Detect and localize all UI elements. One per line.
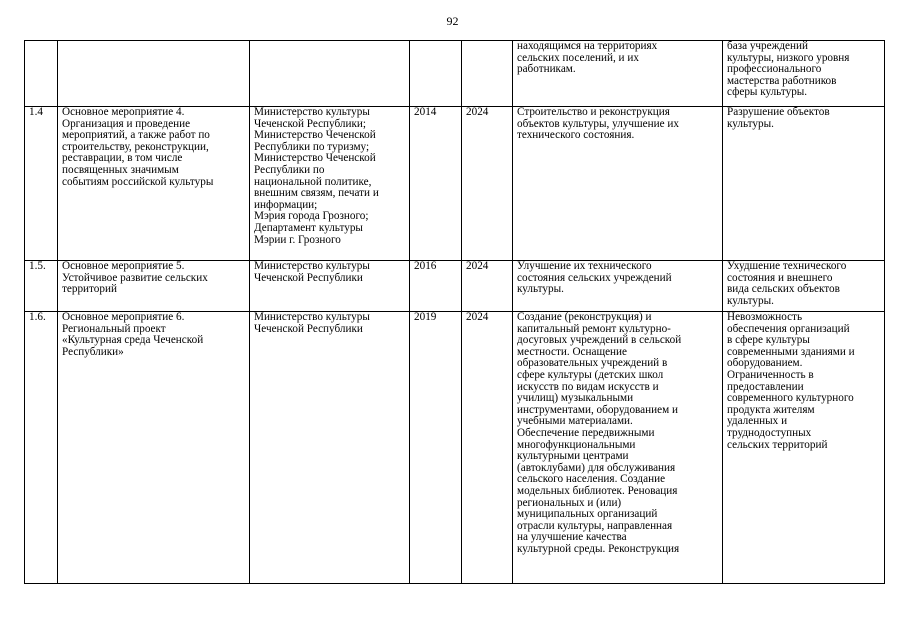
- text-line: сельских территорий: [727, 438, 828, 451]
- text-line: состояния сельских учреждений: [517, 271, 672, 284]
- text-line: Ограниченность в: [727, 368, 814, 381]
- text-line: Обеспечение передвижными: [517, 426, 655, 439]
- text-line: «Культурная среда Чеченской: [62, 334, 204, 347]
- page-number: 92: [446, 14, 459, 28]
- text-line: внешним связям, печати и: [254, 187, 379, 200]
- measures-table: [24, 40, 885, 584]
- text-line: труднодоступных: [727, 426, 812, 439]
- text-line: предоставлении: [727, 380, 804, 393]
- text-line: (автоклубами) для обслуживания: [517, 461, 676, 474]
- cell-executor: [250, 261, 410, 312]
- text-line: досуговых учреждений в сельской: [517, 334, 682, 347]
- text-line: база учреждений: [727, 40, 808, 52]
- text-line: отрасли культуры, направленная: [517, 519, 673, 532]
- text-line: культуры, низкого уровня: [727, 51, 850, 64]
- text-line: Основное мероприятие 4.: [62, 106, 185, 118]
- cell-start-year: 2019: [410, 312, 462, 584]
- text-line: Республики по: [254, 163, 325, 176]
- text-line: Улучшение их технического: [517, 260, 652, 272]
- text-line: территорий: [62, 283, 117, 296]
- text-line: объектов культуры, улучшение их: [517, 117, 679, 130]
- text-line: Основное мероприятие 6.: [62, 311, 185, 323]
- text-line: многофункциональными: [517, 438, 636, 451]
- text-line: Министерство культуры: [254, 260, 370, 272]
- text-line: Ухудшение технического: [727, 260, 847, 272]
- text-line: культуры.: [727, 294, 774, 307]
- text-line: мастерства работников: [727, 74, 837, 87]
- text-line: Мэрии г. Грозного: [254, 233, 341, 246]
- cell-executor: [250, 107, 410, 261]
- text-line: сельского населения. Создание: [517, 473, 666, 486]
- cell-consequence: [723, 41, 885, 107]
- cell-consequence: [723, 107, 885, 261]
- table-row-1-4: [25, 107, 885, 261]
- cell-measure-name: [58, 312, 250, 584]
- text-line: Республики по туризму;: [254, 140, 370, 153]
- text-line: муниципальных организаций: [517, 508, 658, 521]
- cell-expected-result: [513, 107, 723, 261]
- text-line: Министерство культуры: [254, 311, 370, 323]
- cell-measure-name: [58, 41, 250, 107]
- text-line: удаленных и: [727, 415, 788, 428]
- cell-end-year: 2024: [462, 261, 513, 312]
- text-line: культурными центрами: [517, 450, 629, 463]
- text-line: профессионального: [727, 63, 822, 76]
- table-row-continuation: [25, 41, 885, 107]
- text-line: Региональный проект: [62, 322, 166, 335]
- text-line: национальной политике,: [254, 175, 372, 188]
- text-line: событиям российской культуры: [62, 175, 214, 188]
- cell-expected-result: [513, 41, 723, 107]
- text-line: посвященных значимым: [62, 163, 179, 176]
- text-line: образовательных учреждений в: [517, 357, 668, 370]
- text-line: современного культурного: [727, 392, 854, 405]
- text-line: культуры.: [727, 117, 774, 130]
- text-line: училищ) музыкальными: [517, 392, 634, 405]
- cell-executor: [250, 41, 410, 107]
- text-line: Министерство культуры: [254, 106, 370, 118]
- text-line: обеспечения организаций: [727, 322, 850, 335]
- text-line: современными зданиями и: [727, 345, 855, 358]
- cell-start-year: 2016: [410, 261, 462, 312]
- table-row-1-5: [25, 261, 885, 312]
- text-line: продукта жителям: [727, 403, 815, 416]
- text-line: Создание (реконструкция) и: [517, 311, 652, 323]
- cell-executor: [250, 312, 410, 584]
- text-line: сферы культуры.: [727, 86, 808, 99]
- text-line: информации;: [254, 198, 318, 211]
- text-line: искусств по видам искусств и: [517, 380, 659, 393]
- text-line: Чеченской Республики;: [254, 117, 366, 130]
- text-line: Департамент культуры: [254, 221, 363, 234]
- cell-number: 1.5.: [25, 261, 58, 312]
- cell-consequence: [723, 312, 885, 584]
- text-line: капитальный ремонт культурно-: [517, 322, 671, 335]
- text-line: оборудованием.: [727, 357, 803, 370]
- cell-number: 1.4: [25, 107, 58, 261]
- text-line: находящимся на территориях: [517, 40, 658, 52]
- text-line: сельских поселений, и их: [517, 51, 639, 64]
- text-line: Министерство Чеченской: [254, 152, 376, 165]
- text-line: Чеченской Республики: [254, 271, 363, 284]
- text-line: реставрации, в том числе: [62, 152, 183, 165]
- text-line: Министерство Чеченской: [254, 129, 376, 142]
- cell-measure-name: [58, 261, 250, 312]
- table-row-1-6: [25, 312, 885, 584]
- text-line: сфере культуры (детских школ: [517, 368, 664, 381]
- cell-number: [25, 41, 58, 107]
- text-line: на улучшение качества: [517, 531, 627, 544]
- text-line: учебными материалами.: [517, 415, 633, 428]
- cell-end-year: 2024: [462, 312, 513, 584]
- cell-start-year: [410, 41, 462, 107]
- text-line: работникам.: [517, 63, 576, 76]
- text-line: региональных и (или): [517, 496, 622, 509]
- cell-expected-result: [513, 261, 723, 312]
- text-line: Республики»: [62, 345, 124, 358]
- text-line: Основное мероприятие 5.: [62, 260, 185, 272]
- text-line: Организация и проведение: [62, 117, 191, 130]
- text-line: состояния и внешнего: [727, 271, 833, 284]
- text-line: технического состояния.: [517, 129, 635, 142]
- text-line: Чеченской Республики: [254, 322, 363, 335]
- cell-number: 1.6.: [25, 312, 58, 584]
- text-line: культурной среды. Реконструкция: [517, 542, 680, 555]
- text-line: мероприятий, а также работ по: [62, 129, 210, 142]
- text-line: в сфере культуры: [727, 334, 810, 347]
- text-line: культуры.: [517, 283, 564, 296]
- text-line: Устойчивое развитие сельских: [62, 271, 208, 284]
- text-line: Мэрия города Грозного;: [254, 210, 369, 223]
- text-line: Строительство и реконструкция: [517, 106, 670, 118]
- text-line: местности. Оснащение: [517, 345, 627, 358]
- text-line: строительству, реконструкции,: [62, 140, 209, 153]
- cell-measure-name: [58, 107, 250, 261]
- text-line: Разрушение объектов: [727, 106, 830, 118]
- text-line: Невозможность: [727, 311, 803, 323]
- cell-consequence: [723, 261, 885, 312]
- cell-start-year: 2014: [410, 107, 462, 261]
- text-line: инструментами, оборудованием и: [517, 403, 678, 416]
- cell-end-year: 2024: [462, 107, 513, 261]
- text-line: модельных библиотек. Реновация: [517, 484, 678, 497]
- text-line: вида сельских объектов: [727, 283, 840, 296]
- cell-end-year: [462, 41, 513, 107]
- cell-expected-result: [513, 312, 723, 584]
